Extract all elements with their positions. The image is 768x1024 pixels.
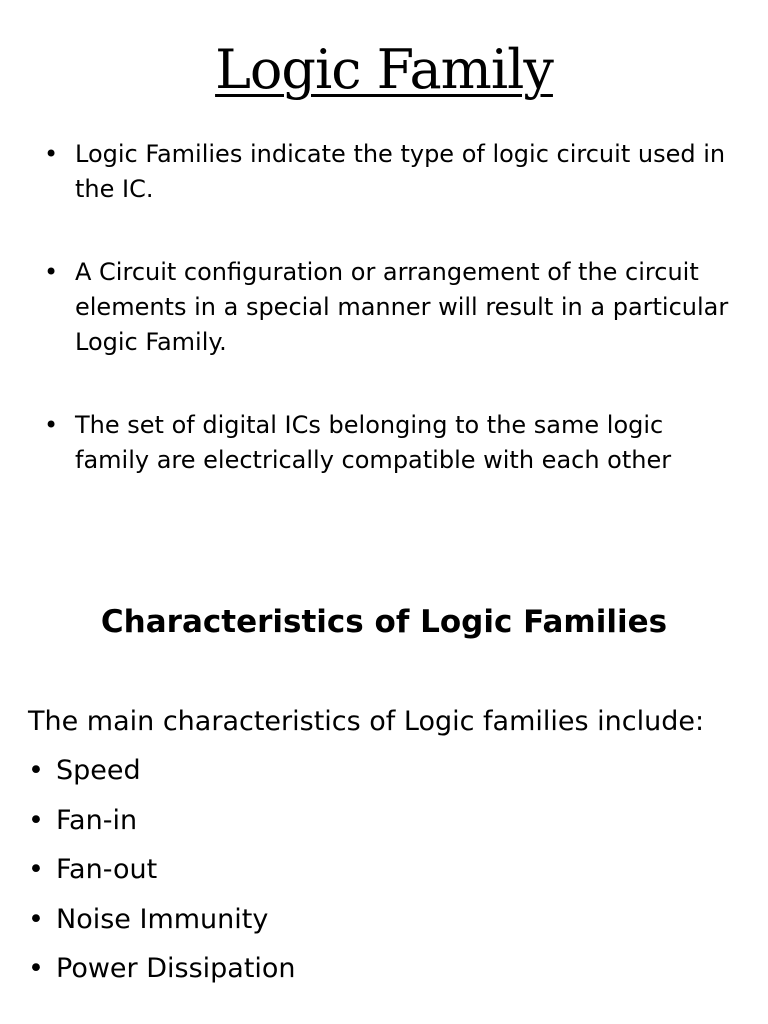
- characteristic-text: Speed: [56, 755, 141, 786]
- bullet-icon: •: [28, 854, 44, 885]
- bullet-icon: •: [28, 953, 44, 984]
- characteristic-text: Noise Immunity: [56, 903, 269, 935]
- intro-bullet-text: The set of digital ICs belonging to the same logic family are electrically compatible with each other: [75, 411, 672, 474]
- intro-bullet-item: [0, 255, 768, 360]
- characteristic-item: [0, 901, 296, 951]
- intro-bullet-text: A Circuit configuration or arrangement of the circuit elements in a special manner will result in a particular Logic Family.: [75, 258, 729, 356]
- page-title: [0, 30, 768, 110]
- page-title-text: Logic Family: [215, 38, 553, 101]
- characteristic-item: [0, 950, 296, 1000]
- bullet-icon: •: [28, 804, 44, 836]
- lead-text: The main characteristics of Logic families include:: [28, 706, 705, 737]
- intro-bullet-item: [0, 408, 768, 478]
- bullet-icon: •: [28, 755, 44, 786]
- characteristics-list: [0, 752, 296, 1000]
- characteristic-item: [0, 752, 296, 802]
- bullet-icon: •: [44, 140, 59, 168]
- intro-bullet-text: Logic Families indicate the type of logic circuit used in the IC.: [75, 140, 726, 203]
- bullet-icon: •: [44, 258, 59, 286]
- intro-bullet-list: [0, 137, 768, 526]
- bullet-icon: •: [28, 903, 44, 935]
- characteristic-item: [0, 851, 296, 901]
- bullet-icon: •: [44, 411, 59, 439]
- characteristic-text: Power Dissipation: [56, 953, 296, 984]
- characteristic-text: Fan-in: [56, 804, 138, 836]
- characteristic-text: Fan-out: [56, 854, 158, 885]
- characteristic-item: [0, 802, 296, 852]
- intro-bullet-item: [0, 137, 768, 207]
- section-heading: Characteristics of Logic Families: [100, 604, 668, 640]
